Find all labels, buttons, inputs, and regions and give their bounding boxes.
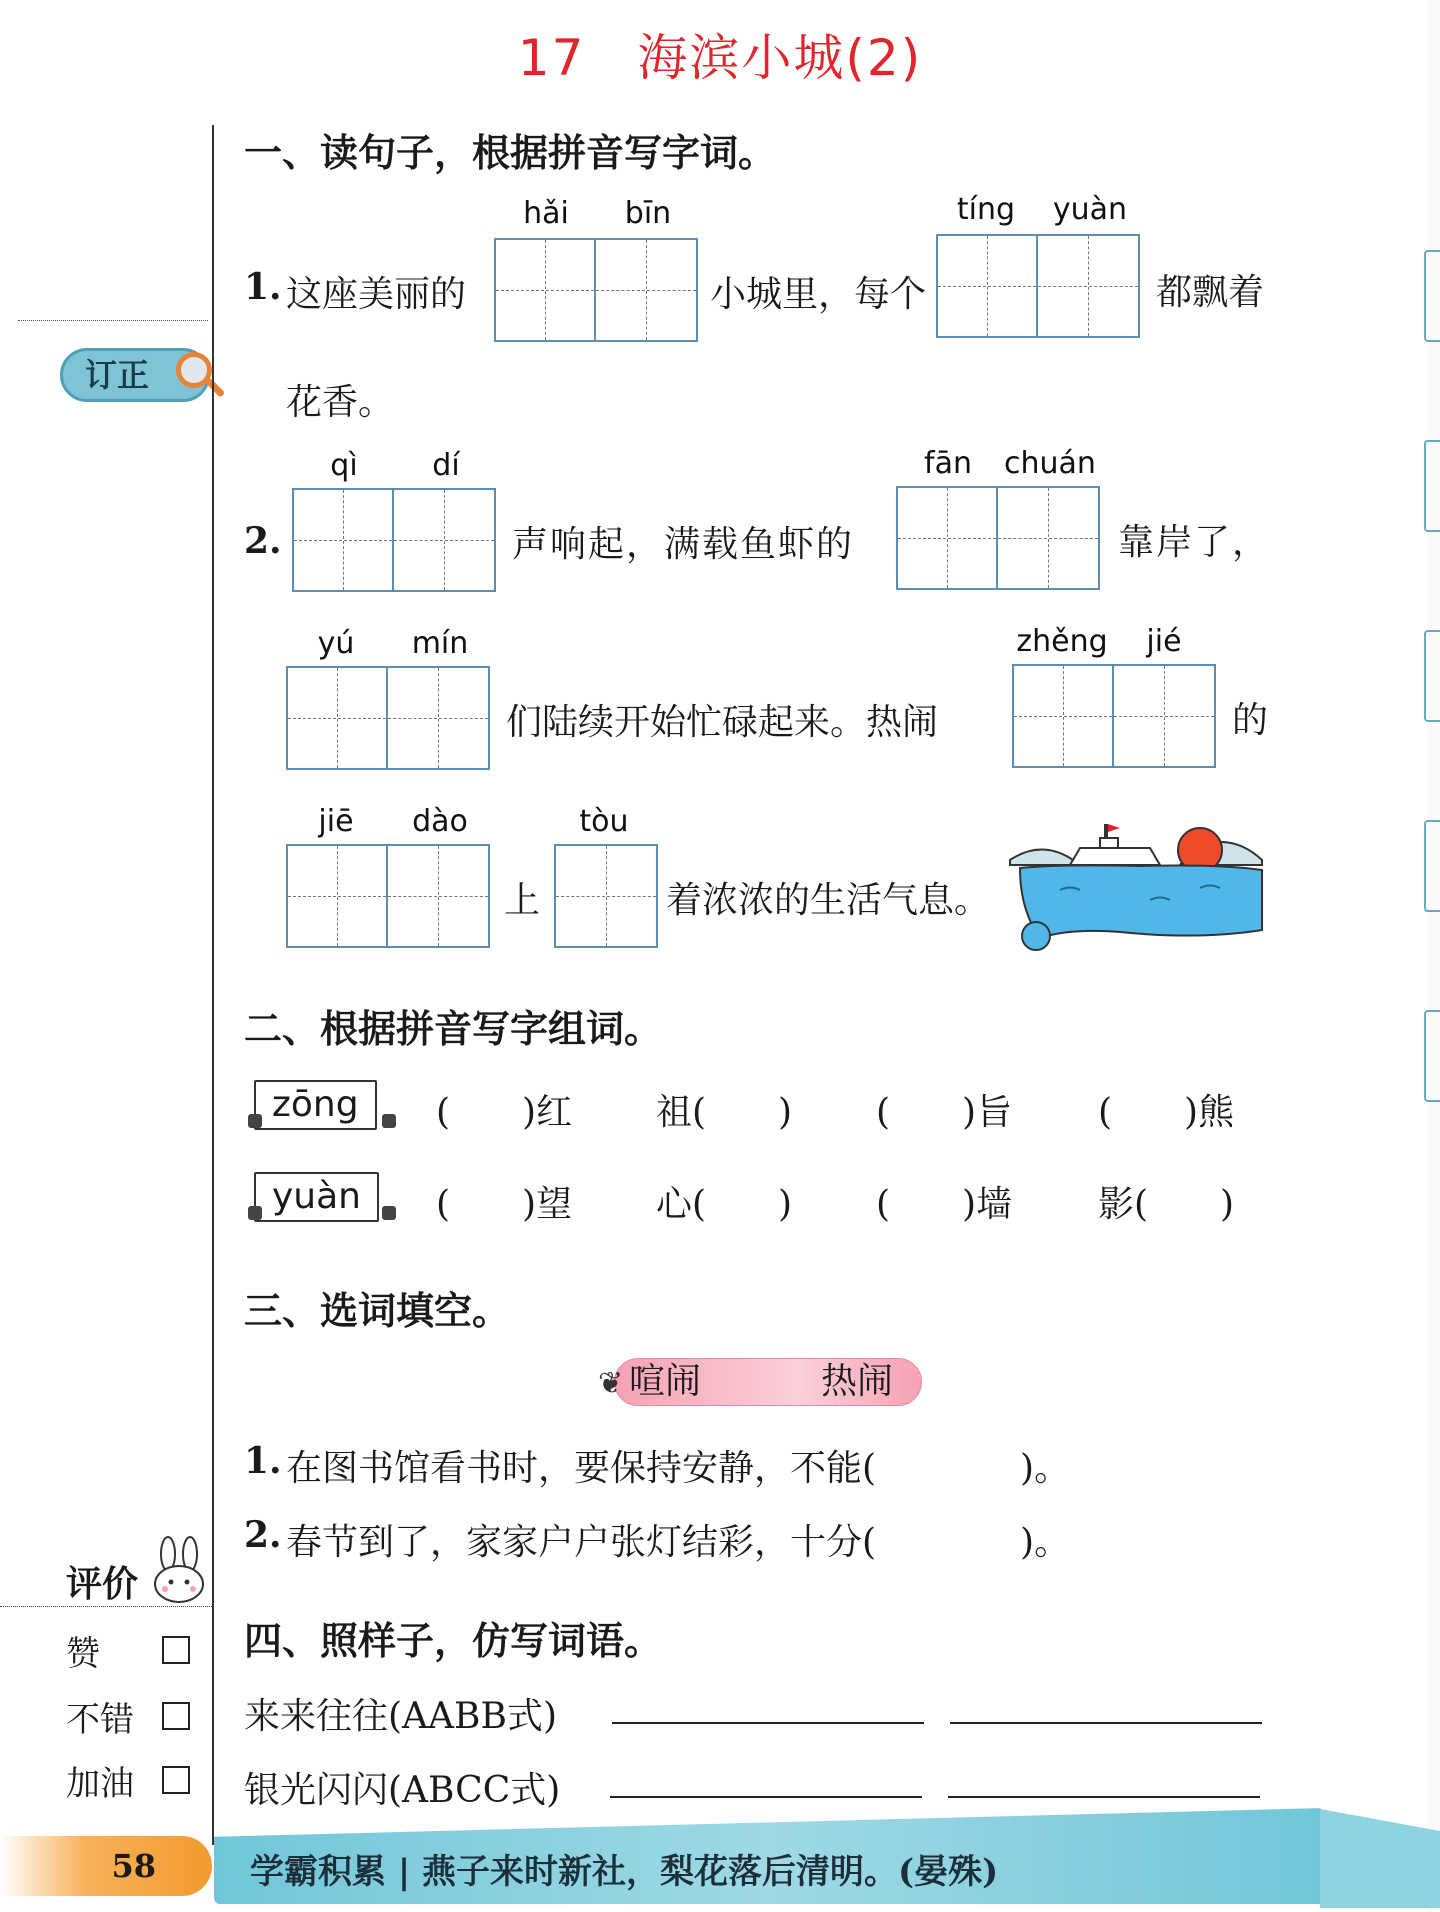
section-1-heading: 一、读句子，根据拼音写字词。: [244, 131, 777, 175]
writing-grid-jiedao[interactable]: [286, 844, 490, 948]
section-3-heading: 三、选词填空。: [244, 1289, 511, 1333]
sentence-text: 的: [1232, 700, 1269, 741]
word-blank[interactable]: ( )旨: [876, 1092, 1013, 1133]
writing-grid-haibin[interactable]: [494, 238, 698, 342]
choice-word: 热闹: [821, 1361, 894, 1402]
word-blank[interactable]: ( )熊: [1098, 1092, 1235, 1133]
pinyin: yuàn: [1052, 192, 1128, 227]
word-blank[interactable]: 心( ): [656, 1184, 793, 1225]
sentence-text: 们陆续开始忙碌起来。热闹: [506, 702, 939, 743]
evaluation-option: 不错: [66, 1700, 134, 1740]
question-number: 1.: [244, 266, 282, 308]
next-page-box: [1424, 250, 1440, 342]
example-word: 银光闪闪(ABCC式): [244, 1770, 561, 1811]
sentence-text: 都飘着: [1156, 272, 1265, 313]
word-blank[interactable]: 祖( ): [656, 1092, 793, 1133]
pinyin: jié: [1146, 624, 1182, 659]
checkbox[interactable]: [162, 1766, 190, 1794]
next-page-banner: [1320, 1798, 1440, 1908]
pinyin: zhěng: [1016, 624, 1108, 659]
fill-blank-sentence[interactable]: 在图书馆看书时，要保持安静，不能( )。: [286, 1448, 1071, 1489]
harbor-illustration: [1000, 820, 1270, 960]
answer-line[interactable]: [610, 1796, 922, 1798]
writing-grid-qidi[interactable]: [292, 488, 496, 592]
pinyin: dào: [412, 804, 468, 839]
pinyin: dí: [432, 448, 460, 483]
pinyin: yú: [317, 626, 355, 661]
evaluation-title: 评价: [66, 1564, 139, 1605]
pinyin-label: yuàn: [254, 1172, 379, 1222]
pinyin: fān: [924, 446, 972, 481]
word-blank[interactable]: ( )望: [436, 1184, 573, 1225]
choice-word: 喧闹: [629, 1361, 702, 1402]
margin-divider: [18, 320, 208, 321]
section-2-heading: 二、根据拼音写字组词。: [244, 1007, 663, 1051]
evaluation-option: 赞: [66, 1634, 100, 1674]
leaf-icon: ❦: [598, 1366, 624, 1401]
question-number: 2.: [244, 520, 282, 562]
correction-tag: 订正: [60, 348, 210, 402]
pinyin: bīn: [624, 196, 672, 231]
sentence-text: 声响起，满载鱼虾的: [512, 524, 855, 565]
word-blank[interactable]: 影( ): [1098, 1184, 1235, 1225]
writing-grid-tou[interactable]: [554, 844, 658, 948]
footer-quote: 学霸积累 | 燕子来时新社，梨花落后清明。(晏殊): [250, 1852, 999, 1892]
writing-grid-tingyuan[interactable]: [936, 234, 1140, 338]
magnifier-handle: [205, 377, 226, 398]
pencil-icon: [382, 1206, 396, 1220]
pinyin: hǎi: [523, 196, 569, 231]
writing-grid-yumin[interactable]: [286, 666, 490, 770]
pinyin: qì: [330, 448, 358, 483]
checkbox[interactable]: [162, 1702, 190, 1730]
sentence-text: 靠岸了，: [1118, 522, 1271, 563]
pinyin: chuán: [1004, 446, 1096, 481]
pinyin-label: zōng: [254, 1080, 377, 1130]
next-page-box: [1424, 440, 1440, 532]
writing-grid-zhengjie[interactable]: [1012, 664, 1216, 768]
margin-line: [212, 125, 214, 1845]
fill-blank-sentence[interactable]: 春节到了，家家户户张灯结彩，十分( )。: [286, 1522, 1071, 1563]
writing-grid-fanchuan[interactable]: [896, 486, 1100, 590]
next-page-box: [1424, 820, 1440, 912]
next-page-box: [1424, 1010, 1440, 1102]
evaluation-option: 加油: [66, 1764, 134, 1804]
page-title: 17 海滨小城(2): [517, 29, 923, 87]
question-number: 2.: [244, 1514, 282, 1556]
sentence-text: 这座美丽的: [286, 274, 467, 315]
sentence-text: 小城里，每个: [710, 274, 927, 315]
page-number: 58: [0, 1836, 212, 1896]
answer-line[interactable]: [612, 1722, 924, 1724]
next-page-box: [1424, 630, 1440, 722]
sentence-text: 花香。: [286, 382, 395, 423]
example-word: 来来往往(AABB式): [244, 1696, 557, 1737]
pinyin: tòu: [579, 804, 629, 839]
pencil-icon: [248, 1206, 262, 1220]
evaluation-divider: [0, 1606, 212, 1607]
sentence-text: 着浓浓的生活气息。: [666, 880, 991, 921]
answer-line[interactable]: [948, 1796, 1260, 1798]
sentence-text: 上: [504, 880, 541, 921]
word-blank[interactable]: ( )红: [436, 1092, 573, 1133]
pinyin: jiē: [318, 804, 354, 839]
checkbox[interactable]: [162, 1636, 190, 1664]
pencil-icon: [248, 1114, 262, 1128]
section-4-heading: 四、照样子，仿写词语。: [244, 1619, 663, 1663]
answer-line[interactable]: [950, 1722, 1262, 1724]
pinyin: tíng: [956, 192, 1016, 227]
word-choice-box: [614, 1358, 922, 1406]
rabbit-icon: [146, 1536, 212, 1606]
pencil-icon: [382, 1114, 396, 1128]
question-number: 1.: [244, 1440, 282, 1482]
pinyin: mín: [411, 626, 469, 661]
word-blank[interactable]: ( )墙: [876, 1184, 1013, 1225]
